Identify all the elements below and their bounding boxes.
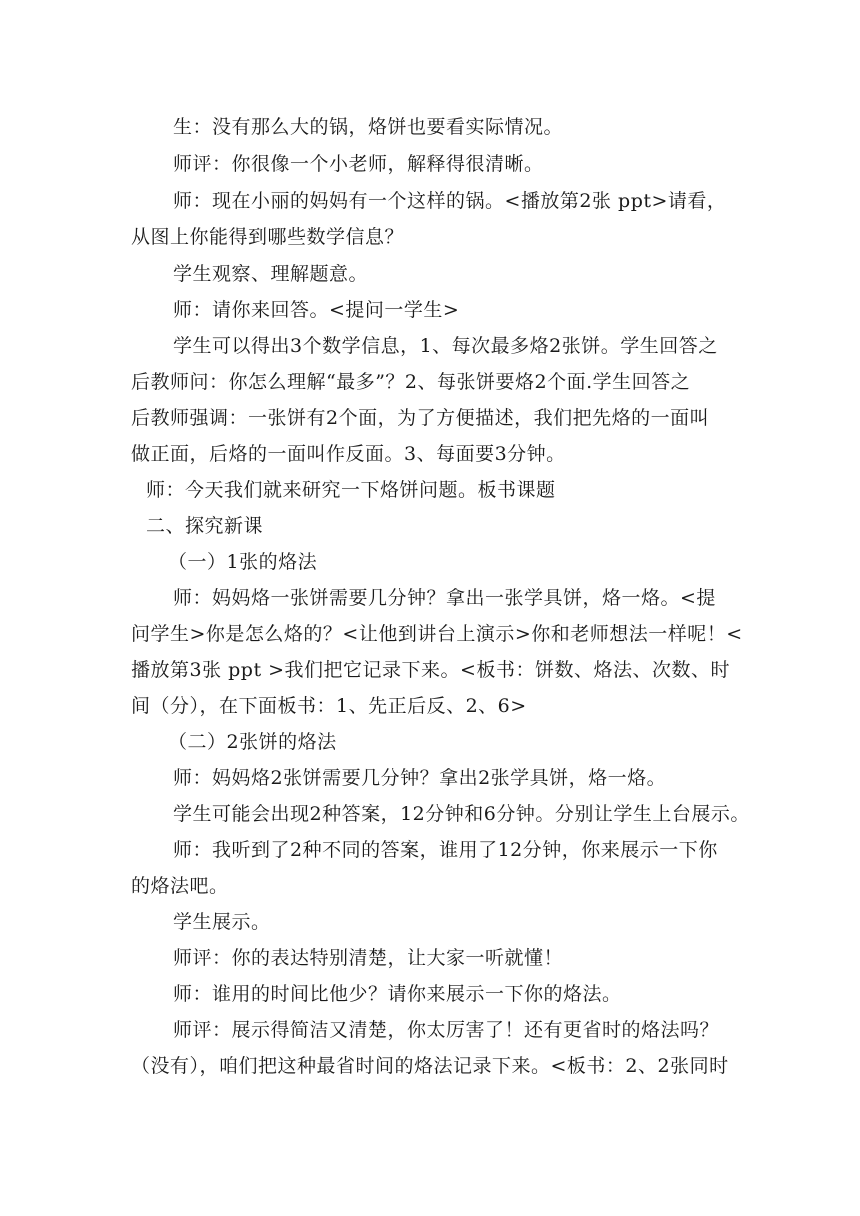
text-line: 生：没有那么大的锅，烙饼也要看实际情况。 xyxy=(173,116,564,138)
text-line: 师：今天我们就来研究一下烙饼问题。板书课题 xyxy=(146,479,556,501)
subsection-heading: （二）2张饼的烙法 xyxy=(168,731,337,753)
text-line: 学生观察、理解题意。 xyxy=(173,263,369,285)
text-line: 做正面，后烙的一面叫作反面。3、每面要3分钟。 xyxy=(131,443,566,465)
text-line: 师：妈妈烙2张饼需要几分钟？拿出2张学具饼，烙一烙。 xyxy=(173,767,667,789)
text-line: 间（分），在下面板书：1、先正后反、2、6> xyxy=(131,695,527,717)
text-line: 从图上你能得到哪些数学信息？ xyxy=(131,226,405,248)
text-line: （没有），咱们把这种最省时间的烙法记录下来。<板书：2、2张同时 xyxy=(131,1055,729,1077)
text-line: 学生可能会出现2种答案，12分钟和6分钟。分别让学生上台展示。 xyxy=(173,803,750,825)
subsection-heading: （一）1张的烙法 xyxy=(168,551,318,573)
section-heading: 二、探究新课 xyxy=(146,515,264,537)
text-line: 师评：你很像一个小老师，解释得很清晰。 xyxy=(173,153,544,175)
text-line: 学生可以得出3个数学信息，1、每次最多烙2张饼。学生回答之 xyxy=(173,335,718,357)
text-line: 播放第3张 ppt >我们把它记录下来。<板书：饼数、烙法、次数、时 xyxy=(131,659,730,681)
text-line: 后教师问：你怎么理解“最多”？2、每张饼要烙2个面.学生回答之 xyxy=(131,371,691,393)
text-line: 师评：你的表达特别清楚，让大家一听就懂！ xyxy=(173,947,564,969)
text-line: 师：请你来回答。<提问一学生> xyxy=(173,299,460,321)
text-line: 的烙法吧。 xyxy=(131,875,229,897)
text-line: 师：妈妈烙一张饼需要几分钟？拿出一张学具饼，烙一烙。<提 xyxy=(173,587,716,609)
text-line: 师：我听到了2种不同的答案，谁用了12分钟，你来展示一下你 xyxy=(173,839,718,861)
text-line: 学生展示。 xyxy=(173,911,271,933)
text-line: 后教师强调：一张饼有2个面，为了方便描述，我们把先烙的一面叫 xyxy=(131,407,710,429)
text-line: 问学生>你是怎么烙的？<让他到讲台上演示>你和老师想法一样呢！< xyxy=(131,623,743,645)
text-line: 师评：展示得简洁又清楚，你太厉害了！还有更省时的烙法吗？ xyxy=(173,1019,720,1041)
text-line: 师：谁用的时间比他少？请你来展示一下你的烙法。 xyxy=(173,983,622,1005)
text-line: 师：现在小丽的妈妈有一个这样的锅。<播放第2张 ppt>请看， xyxy=(173,190,727,212)
